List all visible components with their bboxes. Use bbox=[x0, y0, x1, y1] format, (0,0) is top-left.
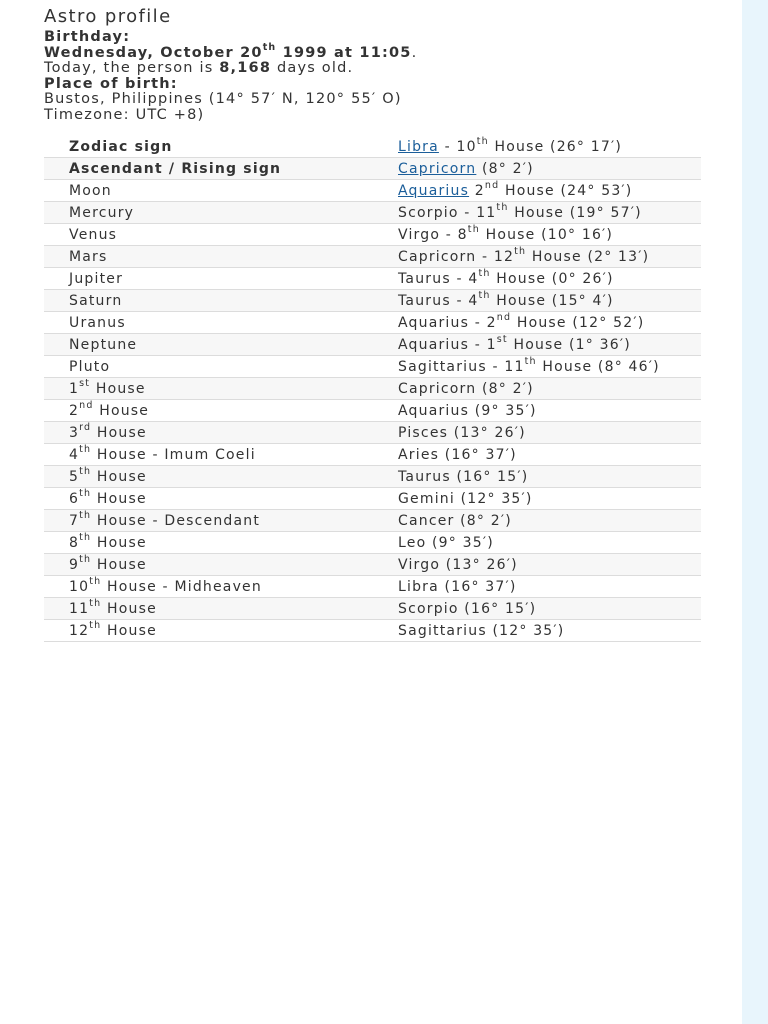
table-row bbox=[44, 355, 701, 377]
table-row bbox=[44, 157, 701, 179]
age-days: 8,168 bbox=[219, 60, 272, 77]
row-label-sup: th bbox=[79, 509, 92, 521]
row-label bbox=[44, 443, 373, 465]
row-label-text: 10 bbox=[69, 578, 90, 595]
row-value-rest: House (2° 13′) bbox=[526, 248, 650, 265]
table-row bbox=[44, 619, 701, 641]
row-value-text: Sagittarius (12° 35′) bbox=[398, 622, 565, 639]
table-row bbox=[44, 421, 701, 443]
table-row bbox=[44, 487, 701, 509]
row-label-text: Zodiac sign bbox=[69, 138, 173, 155]
row-value bbox=[373, 465, 701, 487]
sign-link[interactable]: Libra bbox=[398, 138, 439, 155]
row-label-sup: st bbox=[79, 377, 91, 389]
row-label bbox=[44, 311, 373, 333]
row-value-text: Virgo - 8 bbox=[398, 226, 468, 243]
row-label-sup: th bbox=[79, 553, 92, 565]
row-label bbox=[44, 333, 373, 355]
row-value bbox=[373, 245, 701, 267]
row-value bbox=[373, 136, 701, 158]
row-value-text: Capricorn (8° 2′) bbox=[398, 380, 534, 397]
row-label-after: House bbox=[91, 534, 147, 551]
table-row bbox=[44, 179, 701, 201]
row-label bbox=[44, 267, 373, 289]
row-label-after: House bbox=[91, 556, 147, 573]
row-value-sup: th bbox=[476, 135, 489, 147]
row-value bbox=[373, 201, 701, 223]
astro-profile-section bbox=[44, 4, 704, 642]
row-value-text: Pisces (13° 26′) bbox=[398, 424, 526, 441]
row-value bbox=[373, 311, 701, 333]
row-label-text: 5 bbox=[69, 468, 80, 485]
row-value-rest: House (10° 16′) bbox=[479, 226, 614, 243]
row-value bbox=[373, 157, 701, 179]
row-value-sup: nd bbox=[496, 311, 512, 323]
row-label-sup: rd bbox=[79, 421, 92, 433]
table-row bbox=[44, 443, 701, 465]
table-row bbox=[44, 136, 701, 158]
row-value-text: Taurus - 4 bbox=[398, 292, 479, 309]
row-label bbox=[44, 619, 373, 641]
table-row bbox=[44, 575, 701, 597]
table-row bbox=[44, 509, 701, 531]
row-label-text: Saturn bbox=[69, 292, 123, 309]
row-label-text: Neptune bbox=[69, 336, 138, 353]
row-value-text: Capricorn - 12 bbox=[398, 248, 515, 265]
row-label-text: 12 bbox=[69, 622, 90, 639]
row-value bbox=[373, 333, 701, 355]
row-label-after: House - Midheaven bbox=[101, 578, 262, 595]
row-label-sup: th bbox=[89, 597, 102, 609]
row-label-text: Pluto bbox=[69, 358, 111, 375]
row-label-text: 9 bbox=[69, 556, 80, 573]
row-value-sup: th bbox=[496, 201, 509, 213]
row-value-sup: th bbox=[524, 355, 537, 367]
row-label-sup: th bbox=[79, 487, 92, 499]
row-label-after: House bbox=[101, 622, 157, 639]
row-label-text: Ascendant / Rising sign bbox=[69, 160, 282, 177]
row-label-text: Mars bbox=[69, 248, 108, 265]
row-label-after: House - Imum Coeli bbox=[91, 446, 256, 463]
birthday-date bbox=[44, 41, 412, 61]
page-title: Astro profile bbox=[44, 6, 172, 27]
row-value-text: Sagittarius - 11 bbox=[398, 358, 525, 375]
row-value bbox=[373, 223, 701, 245]
row-label-text: Venus bbox=[69, 226, 118, 243]
row-value bbox=[373, 355, 701, 377]
row-value-text: Scorpio - 11 bbox=[398, 204, 497, 221]
row-value-rest: House (19° 57′) bbox=[508, 204, 642, 221]
astro-table bbox=[44, 136, 701, 642]
row-label bbox=[44, 179, 373, 201]
row-value-text: Aquarius - 2 bbox=[398, 314, 497, 331]
row-label bbox=[44, 487, 373, 509]
row-value bbox=[373, 575, 701, 597]
birthday-day-suffix: th bbox=[262, 41, 277, 53]
row-label-sup: th bbox=[79, 531, 92, 543]
row-value bbox=[373, 421, 701, 443]
table-row bbox=[44, 597, 701, 619]
row-value bbox=[373, 619, 701, 641]
row-label bbox=[44, 465, 373, 487]
row-label-after: House bbox=[93, 402, 150, 419]
row-value-rest: House (15° 4′) bbox=[490, 292, 614, 309]
row-value bbox=[373, 531, 701, 553]
table-row bbox=[44, 377, 701, 399]
row-label bbox=[44, 355, 373, 377]
row-label bbox=[44, 399, 373, 421]
row-value bbox=[373, 179, 701, 201]
row-label bbox=[44, 289, 373, 311]
row-label-sup: th bbox=[79, 443, 92, 455]
row-label bbox=[44, 157, 373, 179]
table-row bbox=[44, 553, 701, 575]
row-value-rest: House (1° 36′) bbox=[507, 336, 631, 353]
row-label-sup: th bbox=[79, 465, 92, 477]
row-value bbox=[373, 443, 701, 465]
table-row bbox=[44, 289, 701, 311]
row-value-text: Gemini (12° 35′) bbox=[398, 490, 533, 507]
row-label-sup: th bbox=[89, 619, 102, 631]
timezone: Timezone: UTC +8) bbox=[44, 106, 205, 123]
row-value bbox=[373, 509, 701, 531]
row-label-text: Jupiter bbox=[69, 270, 124, 287]
row-label-text: Moon bbox=[69, 182, 112, 199]
row-label-after: House bbox=[91, 468, 147, 485]
sign-link[interactable]: Capricorn bbox=[398, 160, 477, 177]
row-label bbox=[44, 201, 373, 223]
row-value-sup: st bbox=[496, 333, 508, 345]
row-label-text: Uranus bbox=[69, 314, 126, 331]
row-value bbox=[373, 289, 701, 311]
row-label-after: House bbox=[91, 490, 147, 507]
row-label-text: Mercury bbox=[69, 204, 135, 221]
table-row bbox=[44, 311, 701, 333]
table-row bbox=[44, 223, 701, 245]
row-value-sup: th bbox=[467, 223, 480, 235]
place-label: Place of birth: bbox=[44, 75, 178, 92]
row-value bbox=[373, 267, 701, 289]
row-label-text: 3 bbox=[69, 424, 80, 441]
table-row bbox=[44, 399, 701, 421]
row-label-sup: nd bbox=[79, 399, 94, 411]
row-value-rest: House (12° 52′) bbox=[511, 314, 645, 331]
row-label bbox=[44, 553, 373, 575]
astro-table-body bbox=[44, 136, 701, 642]
table-row bbox=[44, 245, 701, 267]
row-label bbox=[44, 531, 373, 553]
birthday-line bbox=[44, 41, 704, 62]
row-label-text: 8 bbox=[69, 534, 80, 551]
row-value-text: Taurus (16° 15′) bbox=[398, 468, 529, 485]
table-row bbox=[44, 267, 701, 289]
row-value-text: Libra (16° 37′) bbox=[398, 578, 517, 595]
row-value-sup: th bbox=[478, 289, 491, 301]
row-value-text: Scorpio (16° 15′) bbox=[398, 600, 537, 617]
table-row bbox=[44, 201, 701, 223]
row-label-after: House bbox=[91, 424, 147, 441]
row-value-text: Aquarius (9° 35′) bbox=[398, 402, 537, 419]
row-value bbox=[373, 487, 701, 509]
row-value-text: 2 bbox=[469, 182, 485, 199]
row-label-text: 4 bbox=[69, 446, 80, 463]
sign-link[interactable]: Aquarius bbox=[398, 182, 470, 199]
age-line bbox=[44, 61, 704, 77]
row-label-sup: th bbox=[89, 575, 102, 587]
age-suffix: days old. bbox=[271, 60, 354, 77]
row-label bbox=[44, 575, 373, 597]
place-value: Bustos, Philippines (14° 57′ N, 120° 55′ O) bbox=[44, 91, 402, 108]
row-label-after: House - Descendant bbox=[91, 512, 261, 529]
row-label-text: 2 bbox=[69, 402, 80, 419]
birth-info bbox=[44, 30, 704, 124]
row-value-text: (8° 2′) bbox=[476, 160, 534, 177]
age-prefix: Today, the person is bbox=[44, 60, 220, 77]
row-label-text: 1 bbox=[69, 380, 80, 397]
birthday-year-time: 1999 at 11:05 bbox=[276, 44, 412, 61]
row-value bbox=[373, 597, 701, 619]
table-row bbox=[44, 465, 701, 487]
row-value-text: - 10 bbox=[438, 138, 477, 155]
birthday-trailing: . bbox=[411, 44, 418, 61]
row-value-sup: th bbox=[514, 245, 527, 257]
row-value bbox=[373, 399, 701, 421]
row-value-text: Aquarius - 1 bbox=[398, 336, 497, 353]
row-value bbox=[373, 553, 701, 575]
row-value bbox=[373, 377, 701, 399]
row-value-sup: th bbox=[478, 267, 491, 279]
row-label bbox=[44, 509, 373, 531]
row-label bbox=[44, 136, 373, 158]
row-value-text: Cancer (8° 2′) bbox=[398, 512, 512, 529]
row-label-after: House bbox=[90, 380, 146, 397]
row-value-text: Virgo (13° 26′) bbox=[398, 556, 518, 573]
row-value-rest: House (24° 53′) bbox=[499, 182, 633, 199]
table-row bbox=[44, 333, 701, 355]
row-value-rest: House (0° 26′) bbox=[490, 270, 614, 287]
row-label bbox=[44, 421, 373, 443]
row-label-text: 6 bbox=[69, 490, 80, 507]
table-row bbox=[44, 531, 701, 553]
row-label bbox=[44, 223, 373, 245]
row-label bbox=[44, 597, 373, 619]
row-label-text: 11 bbox=[69, 600, 90, 617]
row-value-sup: nd bbox=[484, 179, 500, 191]
row-value-rest: House (26° 17′) bbox=[488, 138, 623, 155]
row-value-text: Leo (9° 35′) bbox=[398, 534, 494, 551]
row-value-text: Aries (16° 37′) bbox=[398, 446, 517, 463]
birthday-weekday-month: Wednesday, October 20 bbox=[44, 44, 263, 61]
row-value-text: Taurus - 4 bbox=[398, 270, 479, 287]
row-value-rest: House (8° 46′) bbox=[536, 358, 660, 375]
row-label bbox=[44, 245, 373, 267]
birthday-label: Birthday: bbox=[44, 29, 131, 45]
row-label bbox=[44, 377, 373, 399]
row-label-after: House bbox=[101, 600, 157, 617]
row-label-text: 7 bbox=[69, 512, 80, 529]
